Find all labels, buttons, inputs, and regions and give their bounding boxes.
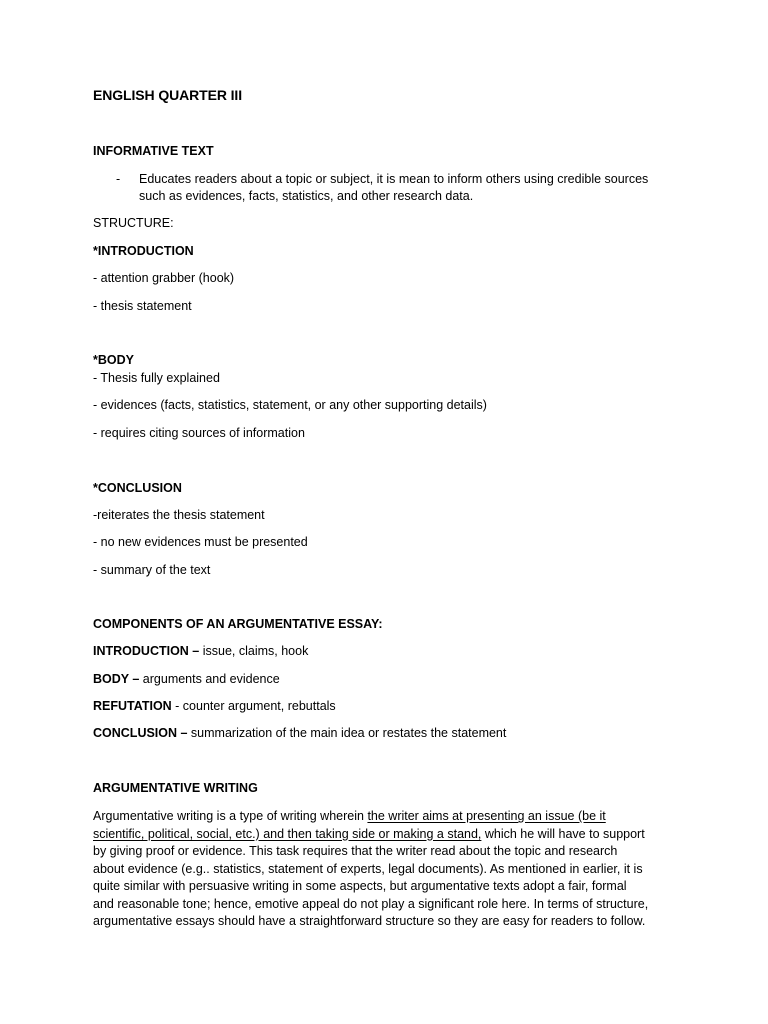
paragraph-line (93, 826, 683, 844)
paragraph-text: Argumentative writing is a type of writing wherein (93, 809, 368, 823)
component-item (93, 725, 506, 743)
components-heading: COMPONENTS OF AN ARGUMENTATIVE ESSAY: (93, 617, 383, 631)
structure-label: STRUCTURE: (93, 216, 174, 230)
component-item (93, 671, 280, 689)
conclusion-item: - summary of the text (93, 563, 211, 577)
paragraph-line: and reasonable tone; hence, emotive appeal do not play a significant role here. In terms of structure, (93, 896, 649, 911)
body-item: - Thesis fully explained (93, 371, 220, 385)
argumentative-heading: ARGUMENTATIVE WRITING (93, 781, 258, 795)
informative-text-heading: INFORMATIVE TEXT (93, 144, 214, 158)
introduction-item: - thesis statement (93, 299, 192, 313)
paragraph-text: which he will have to support (481, 826, 645, 841)
paragraph-line: about evidence (e.g.. statistics, statement of experts, legal documents). As mentioned in earlier, it is (93, 861, 643, 876)
body-heading: *BODY (93, 353, 134, 367)
bullet-text-line-1: Educates readers about a topic or subject, it is mean to inform others using credible sources (139, 172, 649, 186)
underlined-text: the writer aims at presenting an issue (be it (367, 809, 606, 823)
body-item: - evidences (facts, statistics, statement, or any other supporting details) (93, 398, 487, 412)
body-item: - requires citing sources of information (93, 426, 305, 440)
paragraph-line: by giving proof or evidence. This task requires that the writer read about the topic and research (93, 844, 618, 858)
bullet-dash: - (116, 172, 121, 186)
document-title: ENGLISH QUARTER III (93, 87, 242, 103)
component-desc: - counter argument, rebuttals (171, 699, 336, 713)
conclusion-item: - no new evidences must be presented (93, 535, 308, 549)
component-item (93, 698, 336, 716)
component-term: REFUTATION (93, 699, 172, 713)
introduction-item: - attention grabber (hook) (93, 271, 235, 285)
component-desc: issue, claims, hook (199, 644, 309, 658)
component-term: BODY – (93, 672, 140, 686)
component-desc: summarization of the main idea or restates the statement (187, 726, 507, 740)
paragraph-line (93, 808, 683, 826)
component-term: CONCLUSION – (93, 726, 188, 740)
argumentative-paragraph (93, 808, 683, 931)
paragraph-line: argumentative essays should have a straightforward structure so they are easy for readers to follow. (93, 914, 646, 928)
bullet-text-line-2: such as evidences, facts, statistics, and other research data. (139, 189, 474, 203)
introduction-heading: *INTRODUCTION (93, 244, 194, 258)
conclusion-item: -reiterates the thesis statement (93, 508, 265, 522)
underlined-text: scientific, political, social, etc.) and then taking side or making a stand, (93, 826, 482, 841)
paragraph-line: quite similar with persuasive writing in some aspects, but argumentative texts adopt a fair, formal (93, 879, 627, 893)
component-term: INTRODUCTION – (93, 644, 200, 658)
component-desc: arguments and evidence (139, 672, 280, 686)
component-item (93, 643, 308, 661)
conclusion-heading: *CONCLUSION (93, 481, 182, 495)
